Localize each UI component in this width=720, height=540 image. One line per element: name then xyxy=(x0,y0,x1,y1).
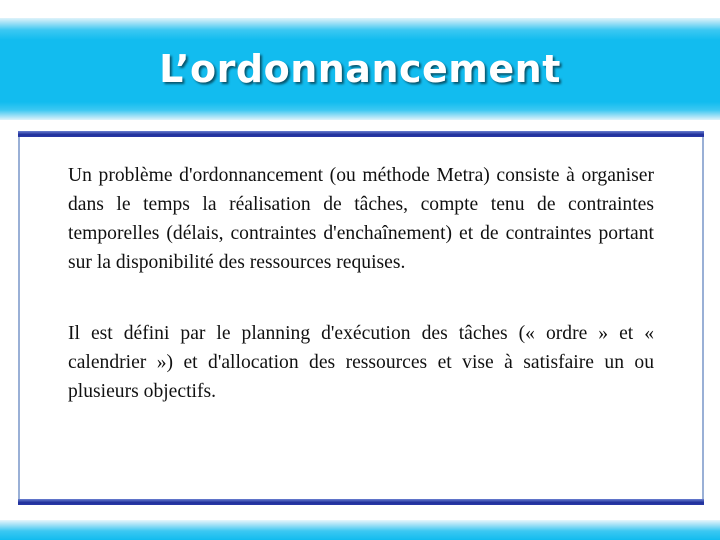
content-box xyxy=(18,131,704,505)
slide-title: L’ordonnancement xyxy=(159,47,561,91)
bottom-bar xyxy=(0,520,720,540)
paragraph-planning: Il est défini par le planning d'exécution des tâches (« ordre » et « calendrier ») et d'allocation des ressources et vise à satisfaire un ou plusieurs objectifs. xyxy=(68,323,654,402)
paragraph-definition: Un problème d'ordonnancement (ou méthode Metra) consiste à organiser dans le temps la réalisation de tâches, compte tenu de contraintes temporelles (délais, contraintes d'enchaînement) et de contraintes portant sur la disponibilité des ressources requises. xyxy=(68,165,654,273)
